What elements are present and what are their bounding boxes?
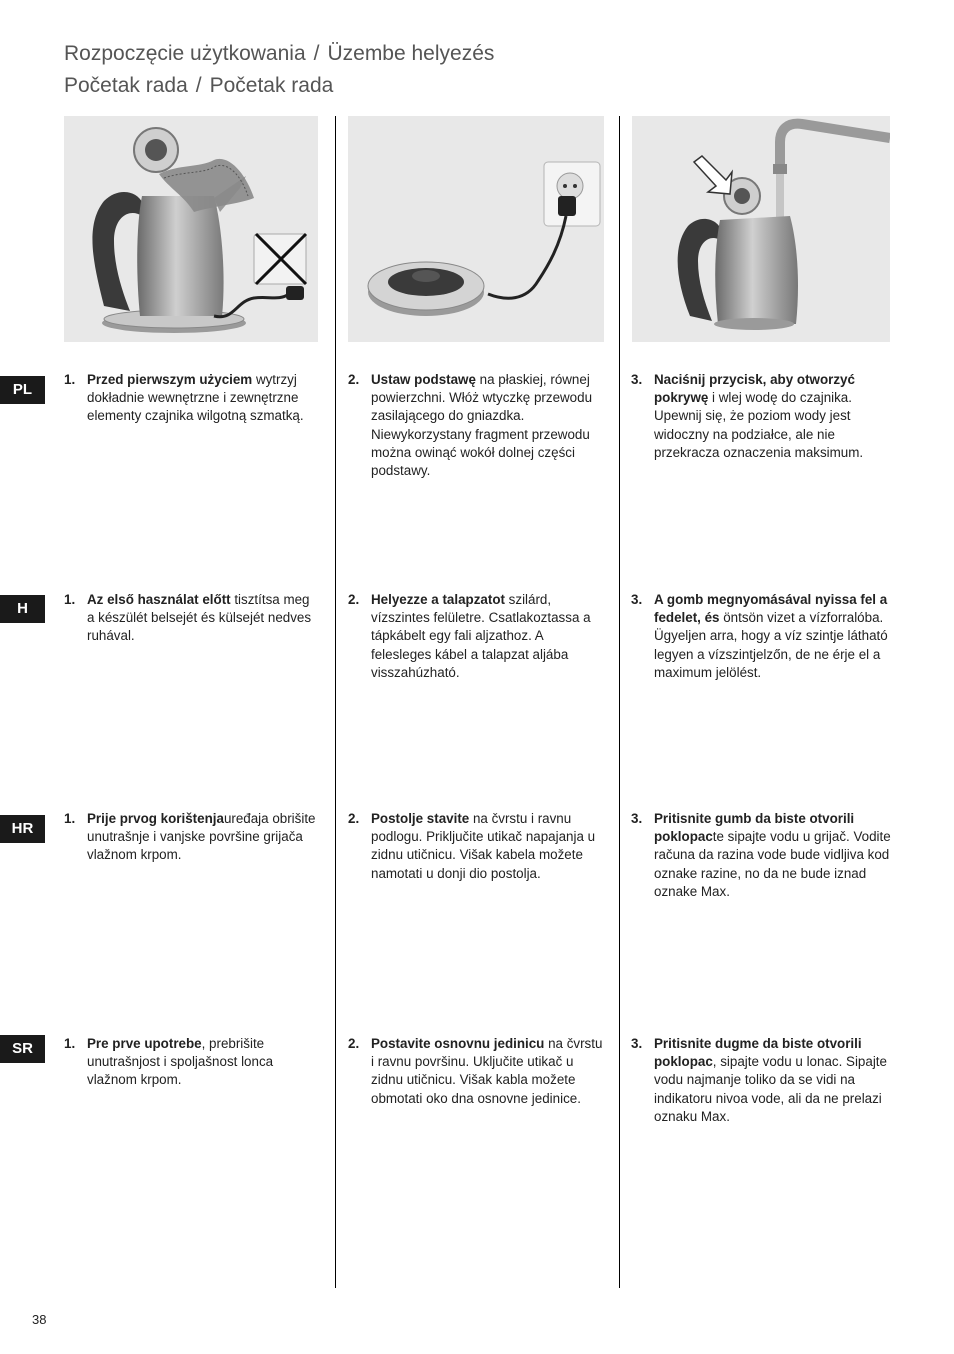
page-number: 38 bbox=[32, 1312, 47, 1327]
title-croatian: Početak rada bbox=[64, 74, 188, 97]
column-divider bbox=[335, 116, 336, 1288]
language-badge-pl: PL bbox=[0, 376, 45, 404]
title-hungarian: Üzembe helyezés bbox=[327, 42, 495, 65]
instruction-step: 3. Pritisnite dugme da biste otvorili poklopac, sipajte vodu u lonac. Sipajte vodu najmanje toliko da se vidi na indikatoru nivoa vode, ali da ne prelazi oznaku Max. bbox=[631, 1036, 887, 1124]
instruction-step: 3. A gomb megnyomásával nyissa fel a fedelet, és öntsön vizet a vízforralóba. Ügyeljen arra, hogy a víz szintje látható legyen a vízszintjelzőn, de ne érje el a maximum jelölést. bbox=[631, 592, 888, 680]
instruction-step: 1. Prije prvog korištenjauređaja obrišite unutrašnje i vanjske površine grijača vlažnom krpom. bbox=[64, 811, 316, 863]
instruction-step: 1. Az első használat előtt tisztítsa meg a készülét belsejét és külsejét nedves ruhával. bbox=[64, 592, 312, 644]
title-separator: / bbox=[195, 74, 202, 97]
title-separator: / bbox=[313, 42, 320, 65]
instruction-step: 2. Ustaw podstawę na płaskiej, równej powierzchni. Włóż wtyczkę przewodu zasilającego do gniazdka. Niewykorzystany fragment przewodu można owinąć wokół dolnej części podstawy. bbox=[348, 372, 593, 479]
instruction-step: 2. Postavite osnovnu jedinicu na čvrstu i ravnu površinu. Uključite utikač u zidnu utičnicu. Višak kabla možete obmotati oko dna osnovne jedinice. bbox=[348, 1036, 603, 1106]
language-badge-h: H bbox=[0, 595, 45, 623]
column-divider bbox=[619, 116, 620, 1288]
language-badge-sr: SR bbox=[0, 1035, 45, 1063]
title-serbian: Početak rada bbox=[209, 74, 334, 97]
instruction-step: 2. Helyezze a talapzatot szilárd, vízszintes felületre. Csatlakoztassa a tápkábelt egy fali aljzathoz. A felesleges kábel a talapzat aljába visszahúzható. bbox=[348, 592, 591, 680]
instruction-step: 3. Pritisnite gumb da biste otvorili poklopacte sipajte vodu u grijač. Vodite računa da razina vode bude vidljiva kod oznake razine, no da ne bude iznad oznake Max. bbox=[631, 811, 891, 899]
instruction-step: 1. Przed pierwszym użyciem wytrzyj dokładnie wewnętrzne i zewnętrzne elementy czajnika wilgotną szmatką. bbox=[64, 372, 304, 424]
page-title-line-1 bbox=[64, 40, 494, 68]
instruction-step: 2. Postolje stavite na čvrstu i ravnu podlogu. Priključite utikač napajanja u zidnu utičnicu. Višak kabela možete namotati u donji dio postolja. bbox=[348, 811, 596, 881]
illustration-base-socket bbox=[348, 116, 604, 342]
instruction-step: 3. Naciśnij przycisk, aby otworzyć pokrywę i wlej wodę do czajnika. Upewnij się, że poziom wody jest widoczny na podziałce, ale nie przekracza oznaczenia maksimum. bbox=[631, 372, 864, 460]
illustration-fill-water bbox=[632, 116, 890, 342]
instruction-step: 1. Pre prve upotrebe, prebrišite unutrašnjost i spoljašnost lonca vlažnom krpom. bbox=[64, 1036, 274, 1088]
language-badge-hr: HR bbox=[0, 815, 45, 843]
page-title-line-2 bbox=[64, 72, 333, 100]
illustration-wipe-kettle bbox=[64, 116, 318, 342]
title-polish: Rozpoczęcie użytkowania bbox=[64, 42, 306, 65]
